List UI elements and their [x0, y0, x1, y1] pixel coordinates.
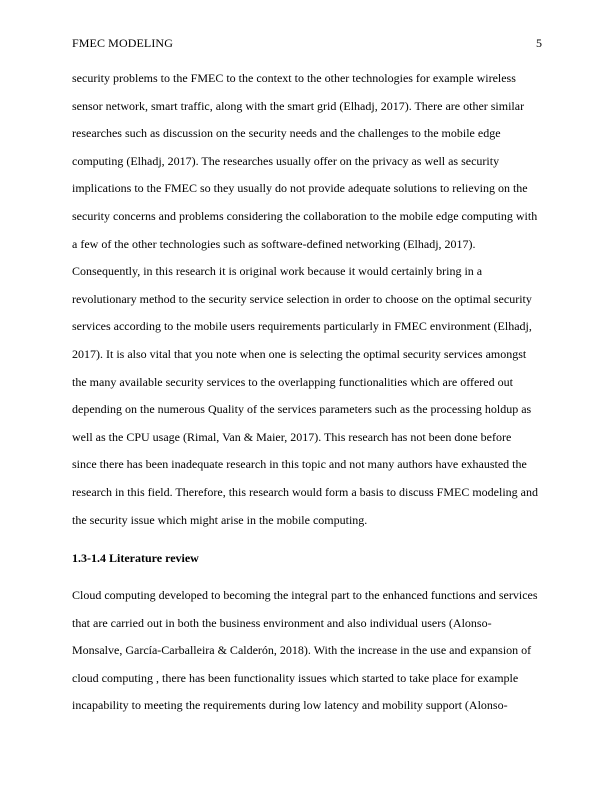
text-line: a few of the other technologies such as software-defined networking (Elhadj, 2017).: [72, 236, 476, 251]
text-line: well as the CPU usage (Rimal, Van & Maier, 2017). This research has not been done before: [72, 429, 512, 444]
text-line: research in this field. Therefore, this research would form a basis to discuss FMEC modeling and: [72, 484, 539, 499]
text-line: Cloud computing developed to becoming the integral part to the enhanced functions and services: [72, 588, 538, 602]
text-line: revolutionary method to the security service selection in order to choose on the optimal security: [72, 291, 532, 306]
text-line: 2017). It is also vital that you note when one is selecting the optimal security services amongst: [72, 346, 527, 361]
text-line: the many available security services to the overlapping functionalities which are offered out: [72, 374, 513, 389]
section-heading: 1.3-1.4 Literature review: [72, 551, 199, 565]
text-line: sensor network, smart traffic, along with the smart grid (Elhadj, 2017). There are other similar: [72, 98, 525, 113]
body-paragraph-2: [72, 585, 542, 723]
text-line: Consequently, in this research it is original work because it would certainly bring in a: [72, 264, 483, 279]
text-line: researches such as discussion on the security needs and the challenges to the mobile edge: [72, 126, 501, 141]
text-line: the security issue which might arise in the mobile computing.: [72, 512, 368, 527]
text-line: cloud computing , there has been functionality issues which started to take place for example: [72, 670, 519, 685]
text-line: depending on the numerous Quality of the services parameters such as the processing holdup as: [72, 402, 532, 417]
text-line: since there has been inadequate research in this topic and not many authors have exhausted the: [72, 457, 527, 472]
body-paragraph-1: [72, 68, 542, 537]
text-line: security problems to the FMEC to the context to the other technologies for example wireless: [72, 71, 516, 85]
text-line: security concerns and problems considering the collaboration to the mobile edge computing with: [72, 208, 538, 223]
text-line: that are carried out in both the business environment and also individual users (Alonso-: [72, 615, 492, 630]
running-head: FMEC MODELING: [72, 36, 173, 50]
page-number: 5: [536, 36, 542, 50]
text-line: Monsalve, García-Carballeira & Calderón, 2018). With the increase in the use and expansion of: [72, 643, 532, 658]
text-line: computing (Elhadj, 2017). The researches usually offer on the privacy as well as security: [72, 153, 500, 168]
text-line: incapability to meeting the requirements during low latency and mobility support (Alonso-: [72, 698, 508, 713]
text-line: services according to the mobile users requirements particularly in FMEC environment (Elhadj,: [72, 319, 532, 334]
text-line: implications to the FMEC so they usually do not provide adequate solutions to relieving on the: [72, 181, 528, 196]
